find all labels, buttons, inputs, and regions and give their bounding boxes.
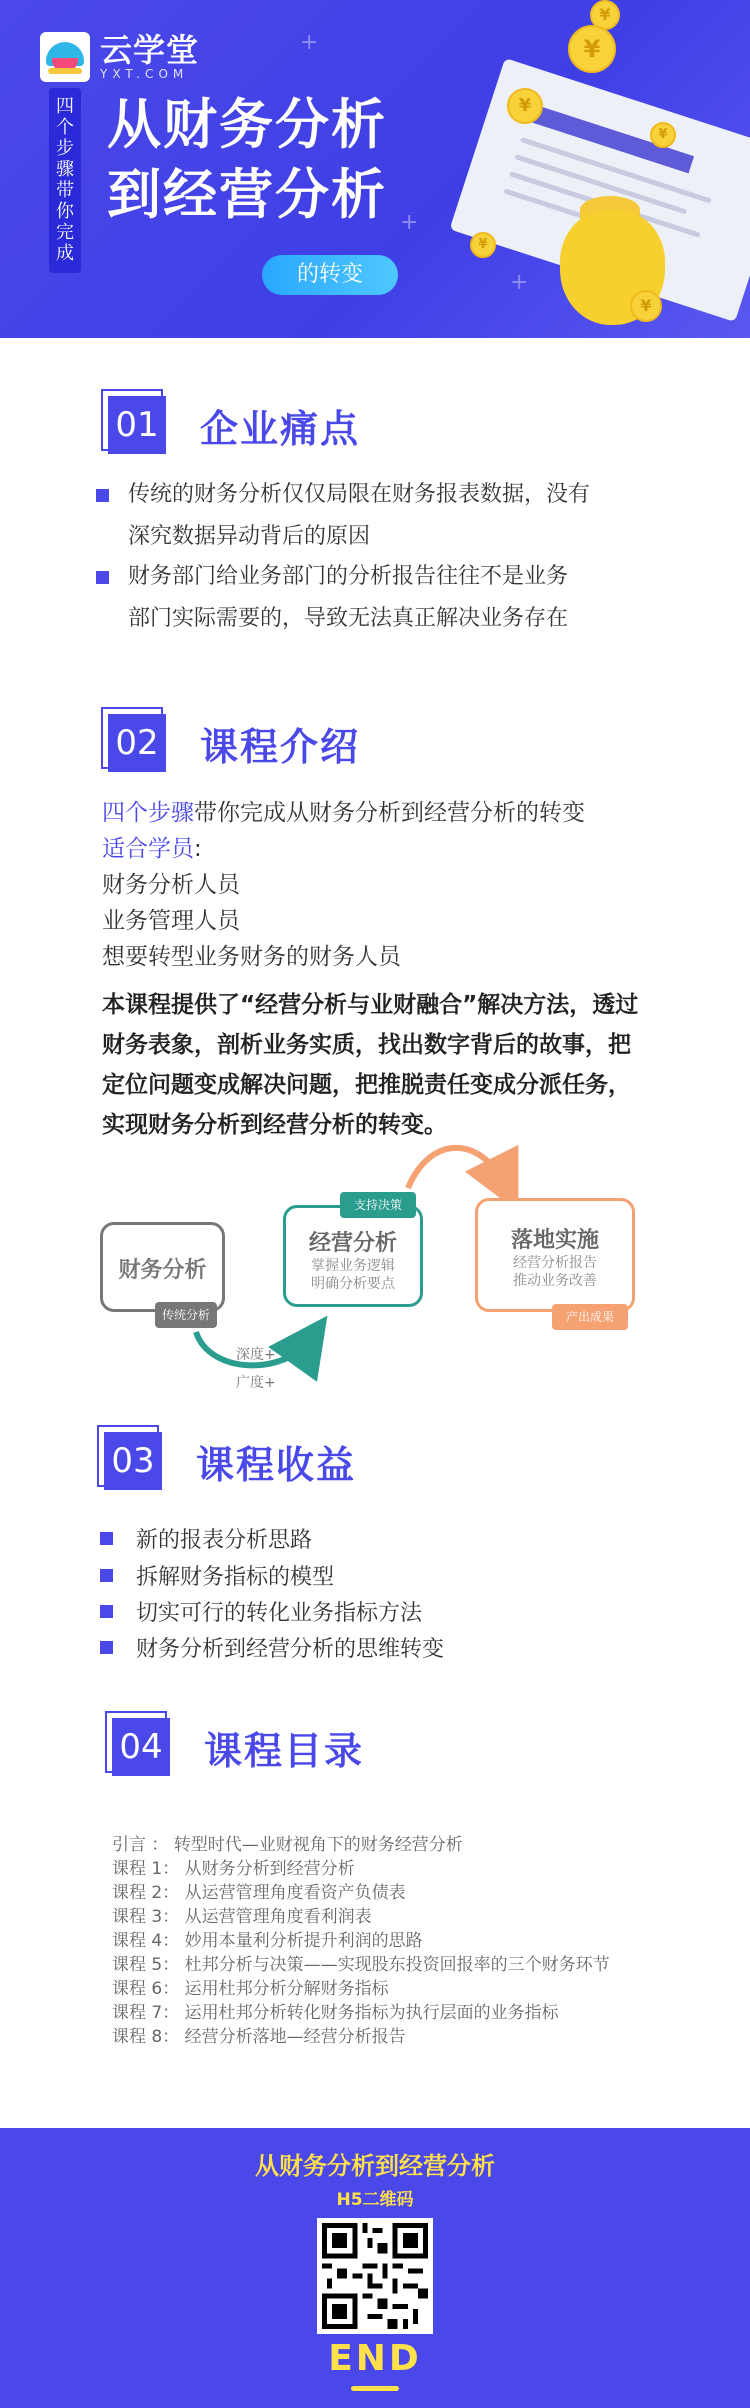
orange-arrow-icon <box>408 1148 505 1188</box>
brand-name: 云学堂 <box>100 31 200 69</box>
list-item: 新的报表分析思路 <box>100 1523 312 1554</box>
section-number: 02 <box>108 714 166 772</box>
section-title: 课程收益 <box>196 1442 357 1487</box>
catalog-item[interactable]: 课程 4： 妙用本量利分析提升利润的思路 <box>112 1931 423 1951</box>
section-title: 企业痛点 <box>200 406 361 451</box>
diagram-box-implementation: 落地实施 经营分析报告 推动业务改善 <box>475 1198 635 1312</box>
audience-item: 业务管理人员 <box>102 908 240 934</box>
audience-item: 财务分析人员 <box>102 872 240 898</box>
catalog-item[interactable]: 课程 7： 运用杜邦分析转化财务指标为执行层面的业务指标 <box>112 2003 559 2023</box>
breadth-label: 广度+ <box>236 1375 276 1391</box>
brand-domain: YXT.COM <box>100 67 189 81</box>
sparkle-icon: + <box>510 270 529 295</box>
bullet-square-icon <box>96 489 109 502</box>
depth-label: 深度+ <box>236 1347 276 1363</box>
catalog-item[interactable]: 课程 2： 从运营管理角度看资产负债表 <box>112 1883 406 1903</box>
catalog-item[interactable]: 课程 8： 经营分析落地—经营分析报告 <box>112 2027 406 2047</box>
bullet-square-icon <box>100 1641 113 1654</box>
hero-banner <box>0 0 750 338</box>
course-intro: 四个步骤带你完成从财务分析到经营分析的转变 适合学员: 财务分析人员 业务管理人员 想要转型业务财务的财务人员 <box>102 795 585 975</box>
catalog-item[interactable]: 引言 ： 转型时代—业财视角下的财务经营分析 <box>112 1835 463 1855</box>
section-number: 01 <box>108 396 166 454</box>
bullet-square-icon <box>100 1532 113 1545</box>
brand-logo[interactable] <box>40 32 199 82</box>
hero-subtitle: 的转变 <box>262 255 398 295</box>
catalog-item[interactable]: 课程 5： 杜邦分析与决策——实现股东投资回报率的三个财务环节 <box>112 1955 610 1975</box>
section-number: 04 <box>112 1718 170 1776</box>
audience-item: 想要转型业务财务的财务人员 <box>102 944 401 970</box>
section-number: 03 <box>104 1432 162 1490</box>
vertical-tag: 四 个 步 骤 带 你 完 成 <box>49 88 81 273</box>
logo-icon <box>40 32 90 82</box>
catalog-item[interactable]: 课程 1： 从财务分析到经营分析 <box>112 1859 355 1879</box>
diagram-box-business-analysis: 经营分析 掌握业务逻辑 明确分析要点 <box>283 1205 423 1307</box>
bullet-square-icon <box>96 571 109 584</box>
yen-coin-icon: ¥ <box>630 290 662 322</box>
footer <box>0 2128 750 2408</box>
catalog-item[interactable]: 课程 3： 从运营管理角度看利润表 <box>112 1907 372 1927</box>
tag-output: 产出成果 <box>552 1304 628 1330</box>
section-header-pain-points <box>108 396 360 454</box>
sparkle-icon: + <box>300 30 319 55</box>
qr-code-icon[interactable] <box>317 2218 433 2334</box>
end-underline <box>351 2386 399 2391</box>
sparkle-icon: + <box>400 210 419 235</box>
yen-coin-icon: ¥ <box>568 25 616 73</box>
section-header-course-intro <box>108 714 360 772</box>
list-item: 财务部门给业务部门的分析报告往往不是业务 部门实际需要的，导致无法真正解决业务存在 <box>96 556 568 640</box>
hero-title: 从财务分析 到经营分析 <box>107 93 387 226</box>
bullet-square-icon <box>100 1605 113 1618</box>
section-header-benefits <box>104 1432 356 1490</box>
list-item: 切实可行的转化业务指标方法 <box>100 1596 422 1627</box>
course-catalog <box>112 1833 610 2049</box>
yen-coin-icon: ¥ <box>507 88 543 124</box>
footer-title: 从财务分析到经营分析 <box>255 2152 495 2180</box>
yen-coin-icon: ¥ <box>470 232 496 258</box>
list-item: 财务分析到经营分析的思维转变 <box>100 1632 444 1663</box>
bullet-square-icon <box>100 1569 113 1582</box>
list-item: 拆解财务指标的模型 <box>100 1560 334 1591</box>
course-description: 本课程提供了“经营分析与业财融合”解决方法，透过财务表象，剖析业务实质，找出数字背后的故事，把定位问题变成解决问题，把推脱责任变成分派任务，实现财务分析到经营分析的转变。 <box>102 992 639 1138</box>
yen-coin-icon: ¥ <box>590 0 620 30</box>
catalog-item[interactable]: 课程 6： 运用杜邦分析分解财务指标 <box>112 1979 389 1999</box>
section-title: 课程目录 <box>204 1728 365 1773</box>
qr-label: H5二维码 <box>336 2190 414 2210</box>
yen-coin-icon: ¥ <box>650 122 676 148</box>
tag-traditional: 传统分析 <box>155 1302 217 1328</box>
section-title: 课程介绍 <box>200 724 361 769</box>
diagram-box-financial-analysis: 财务分析 <box>100 1222 225 1312</box>
tag-decision-support: 支持决策 <box>340 1192 416 1218</box>
end-label: END <box>328 2338 422 2379</box>
list-item: 传统的财务分析仅仅局限在财务报表数据，没有 深究数据异动背后的原因 <box>96 474 590 558</box>
section-header-catalog <box>112 1718 364 1776</box>
